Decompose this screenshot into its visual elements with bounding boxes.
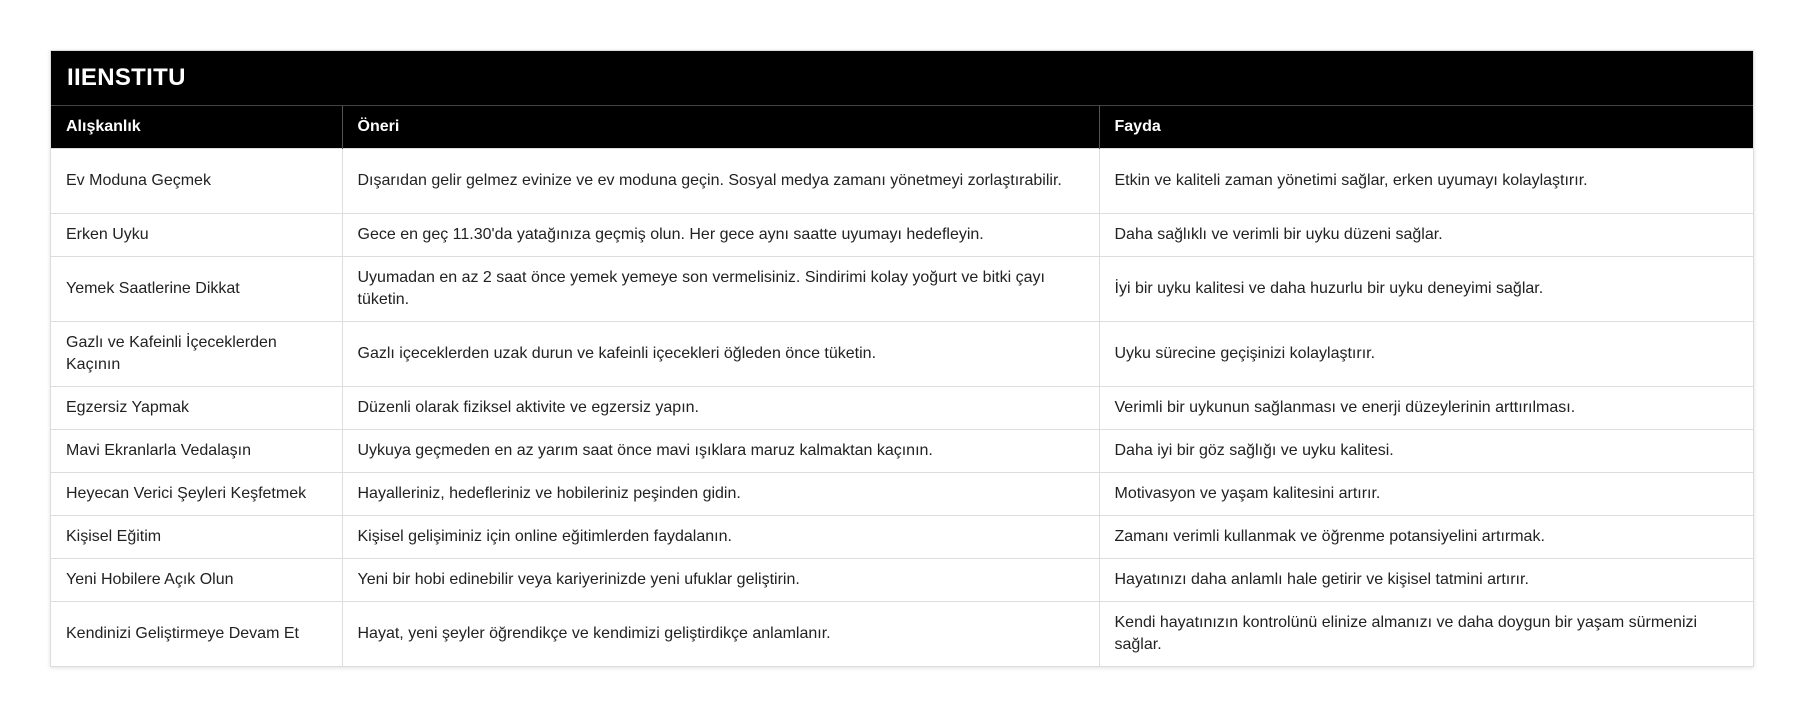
cell-suggestion: Düzenli olarak fiziksel aktivite ve egzersiz yapın. bbox=[342, 387, 1099, 430]
brand-title: IIENSTITU bbox=[51, 51, 1753, 106]
cell-benefit: Etkin ve kaliteli zaman yönetimi sağlar, erken uyumayı kolaylaştırır. bbox=[1099, 149, 1753, 214]
table-row bbox=[51, 559, 1753, 602]
table-row bbox=[51, 516, 1753, 559]
table-row bbox=[51, 149, 1753, 214]
header-habit: Alışkanlık bbox=[51, 106, 342, 149]
cell-benefit: Daha iyi bir göz sağlığı ve uyku kalitesi. bbox=[1099, 430, 1753, 473]
cell-habit: Erken Uyku bbox=[51, 214, 342, 257]
cell-suggestion: Uyumadan en az 2 saat önce yemek yemeye son vermelisiniz. Sindirimi kolay yoğurt ve bitki çayı tüketin. bbox=[342, 257, 1099, 322]
cell-benefit: Zamanı verimli kullanmak ve öğrenme potansiyelini artırmak. bbox=[1099, 516, 1753, 559]
cell-habit: Heyecan Verici Şeyleri Keşfetmek bbox=[51, 473, 342, 516]
cell-suggestion: Dışarıdan gelir gelmez evinize ve ev moduna geçin. Sosyal medya zamanı yönetmeyi zorlaştırabilir. bbox=[342, 149, 1099, 214]
habits-table-card bbox=[50, 50, 1754, 667]
cell-habit: Mavi Ekranlarla Vedalaşın bbox=[51, 430, 342, 473]
table-row bbox=[51, 214, 1753, 257]
cell-suggestion: Hayat, yeni şeyler öğrendikçe ve kendimizi geliştirdikçe anlamlanır. bbox=[342, 602, 1099, 667]
cell-habit: Yeni Hobilere Açık Olun bbox=[51, 559, 342, 602]
header-benefit: Fayda bbox=[1099, 106, 1753, 149]
cell-benefit: Motivasyon ve yaşam kalitesini artırır. bbox=[1099, 473, 1753, 516]
table-row bbox=[51, 602, 1753, 667]
cell-habit: Gazlı ve Kafeinli İçeceklerden Kaçının bbox=[51, 322, 342, 387]
cell-benefit: Uyku sürecine geçişinizi kolaylaştırır. bbox=[1099, 322, 1753, 387]
cell-suggestion: Gazlı içeceklerden uzak durun ve kafeinli içecekleri öğleden önce tüketin. bbox=[342, 322, 1099, 387]
cell-suggestion: Gece en geç 11.30'da yatağınıza geçmiş olun. Her gece aynı saatte uyumayı hedefleyin. bbox=[342, 214, 1099, 257]
table-row bbox=[51, 430, 1753, 473]
table-row bbox=[51, 473, 1753, 516]
cell-habit: Kişisel Eğitim bbox=[51, 516, 342, 559]
table-header-row bbox=[51, 106, 1753, 149]
cell-suggestion: Hayalleriniz, hedefleriniz ve hobileriniz peşinden gidin. bbox=[342, 473, 1099, 516]
cell-benefit: Verimli bir uykunun sağlanması ve enerji düzeylerinin arttırılması. bbox=[1099, 387, 1753, 430]
header-suggestion: Öneri bbox=[342, 106, 1099, 149]
cell-habit: Ev Moduna Geçmek bbox=[51, 149, 342, 214]
cell-habit: Egzersiz Yapmak bbox=[51, 387, 342, 430]
cell-benefit: Daha sağlıklı ve verimli bir uyku düzeni sağlar. bbox=[1099, 214, 1753, 257]
table-row bbox=[51, 322, 1753, 387]
cell-habit: Kendinizi Geliştirmeye Devam Et bbox=[51, 602, 342, 667]
table-row bbox=[51, 257, 1753, 322]
cell-habit: Yemek Saatlerine Dikkat bbox=[51, 257, 342, 322]
cell-suggestion: Uykuya geçmeden en az yarım saat önce mavi ışıklara maruz kalmaktan kaçının. bbox=[342, 430, 1099, 473]
cell-suggestion: Yeni bir hobi edinebilir veya kariyerinizde yeni ufuklar geliştirin. bbox=[342, 559, 1099, 602]
cell-benefit: İyi bir uyku kalitesi ve daha huzurlu bir uyku deneyimi sağlar. bbox=[1099, 257, 1753, 322]
habits-table bbox=[51, 106, 1753, 666]
cell-benefit: Hayatınızı daha anlamlı hale getirir ve kişisel tatmini artırır. bbox=[1099, 559, 1753, 602]
cell-suggestion: Kişisel gelişiminiz için online eğitimlerden faydalanın. bbox=[342, 516, 1099, 559]
table-row bbox=[51, 387, 1753, 430]
cell-benefit: Kendi hayatınızın kontrolünü elinize almanızı ve daha doygun bir yaşam sürmenizi sağlar. bbox=[1099, 602, 1753, 667]
